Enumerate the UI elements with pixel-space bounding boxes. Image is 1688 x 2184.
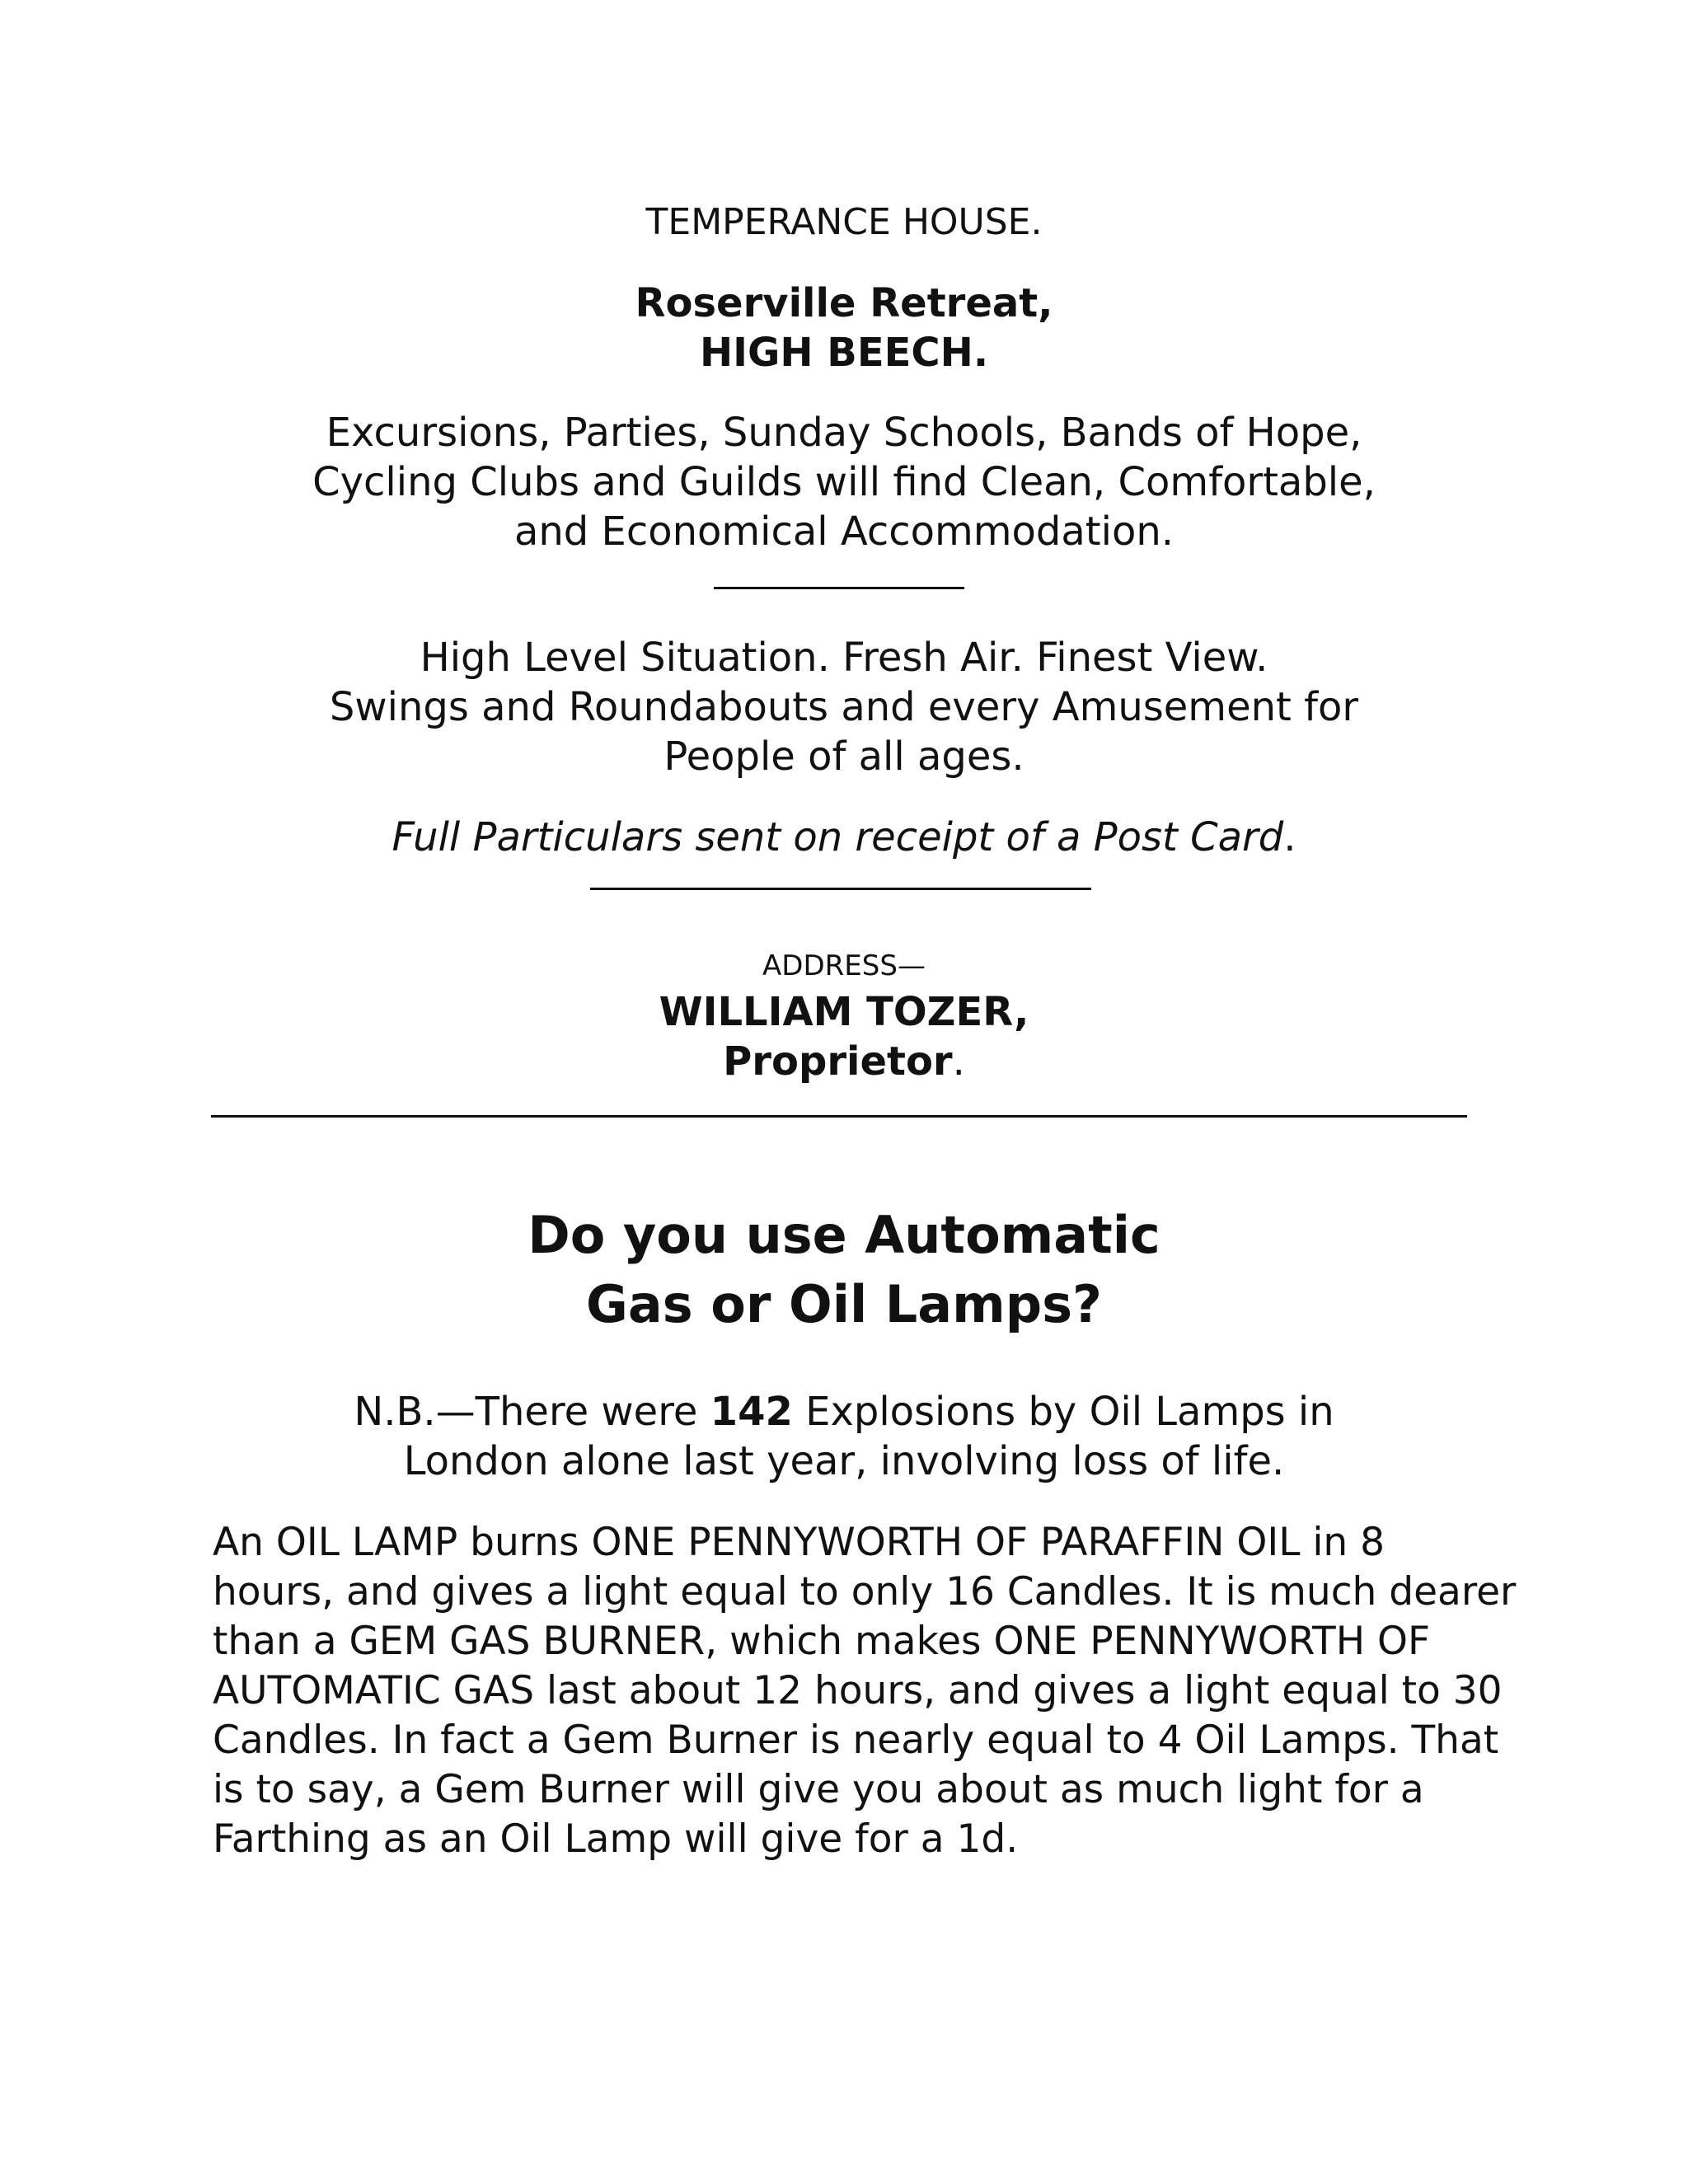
body-line: An OIL LAMP burns ONE PENNYWORTH OF PARAFFIN OIL in 8 (213, 1520, 1386, 1565)
short-divider (714, 587, 964, 589)
body-line: hours, and gives a light equal to only 16 Candles. It is much dearer (213, 1569, 1517, 1615)
body-line: is to say, a Gem Burner will give you about as much light for a (213, 1767, 1424, 1812)
particulars-period: . (1283, 814, 1296, 860)
intro-paragraph (0, 408, 1688, 556)
particulars-text: Full Particulars sent on receipt of a Post Card (392, 814, 1284, 860)
nb-line-2: London alone last year, involving loss of life. (403, 1438, 1285, 1484)
venue-line-1: Roserville Retreat, (635, 280, 1053, 326)
address-label-block (0, 948, 1688, 984)
features-line: Swings and Roundabouts and every Amusement for (329, 684, 1359, 730)
intro-line: and Economical Accommodation. (513, 509, 1175, 555)
intro-line: Excursions, Parties, Sunday Schools, Bands of Hope, (326, 410, 1362, 456)
temperance-header (0, 198, 1688, 247)
proprietor-role-period: . (952, 1038, 965, 1085)
nb-prefix: N.B.—There were (354, 1389, 710, 1435)
features-line: High Level Situation. Fresh Air. Finest View. (420, 635, 1268, 681)
proprietor-name: WILLIAM TOZER, (659, 989, 1029, 1035)
particulars-line (0, 813, 1688, 862)
venue-line-2: HIGH BEECH. (699, 330, 989, 376)
lamps-heading-line-2: Gas or Oil Lamps? (586, 1274, 1102, 1334)
body-paragraph (213, 1518, 1517, 1864)
features-paragraph (0, 633, 1688, 781)
nb-note (0, 1387, 1688, 1486)
section-divider (211, 1115, 1467, 1118)
nb-suffix: Explosions by Oil Lamps in (792, 1389, 1334, 1435)
address-label: ADDRESS— (762, 949, 926, 982)
lamps-heading (0, 1201, 1688, 1339)
body-line: AUTOMATIC GAS last about 12 hours, and gives a light equal to 30 (213, 1668, 1503, 1713)
features-line: People of all ages. (663, 733, 1025, 780)
proprietor-block (0, 987, 1688, 1086)
venue-name (0, 279, 1688, 377)
header-title: TEMPERANCE HOUSE. (645, 201, 1043, 243)
medium-divider (590, 888, 1091, 890)
lamps-heading-line-1: Do you use Automatic (528, 1205, 1160, 1265)
proprietor-role: Proprietor (723, 1038, 953, 1085)
intro-line: Cycling Clubs and Guilds will find Clean, Comfortable, (312, 459, 1376, 505)
body-line: than a GEM GAS BURNER, which makes ONE PENNYWORTH OF (213, 1619, 1431, 1664)
body-line: Candles. In fact a Gem Burner is nearly equal to 4 Oil Lamps. That (213, 1718, 1499, 1763)
body-line: Farthing as an Oil Lamp will give for a 1d. (213, 1816, 1019, 1862)
nb-number: 142 (710, 1389, 793, 1435)
